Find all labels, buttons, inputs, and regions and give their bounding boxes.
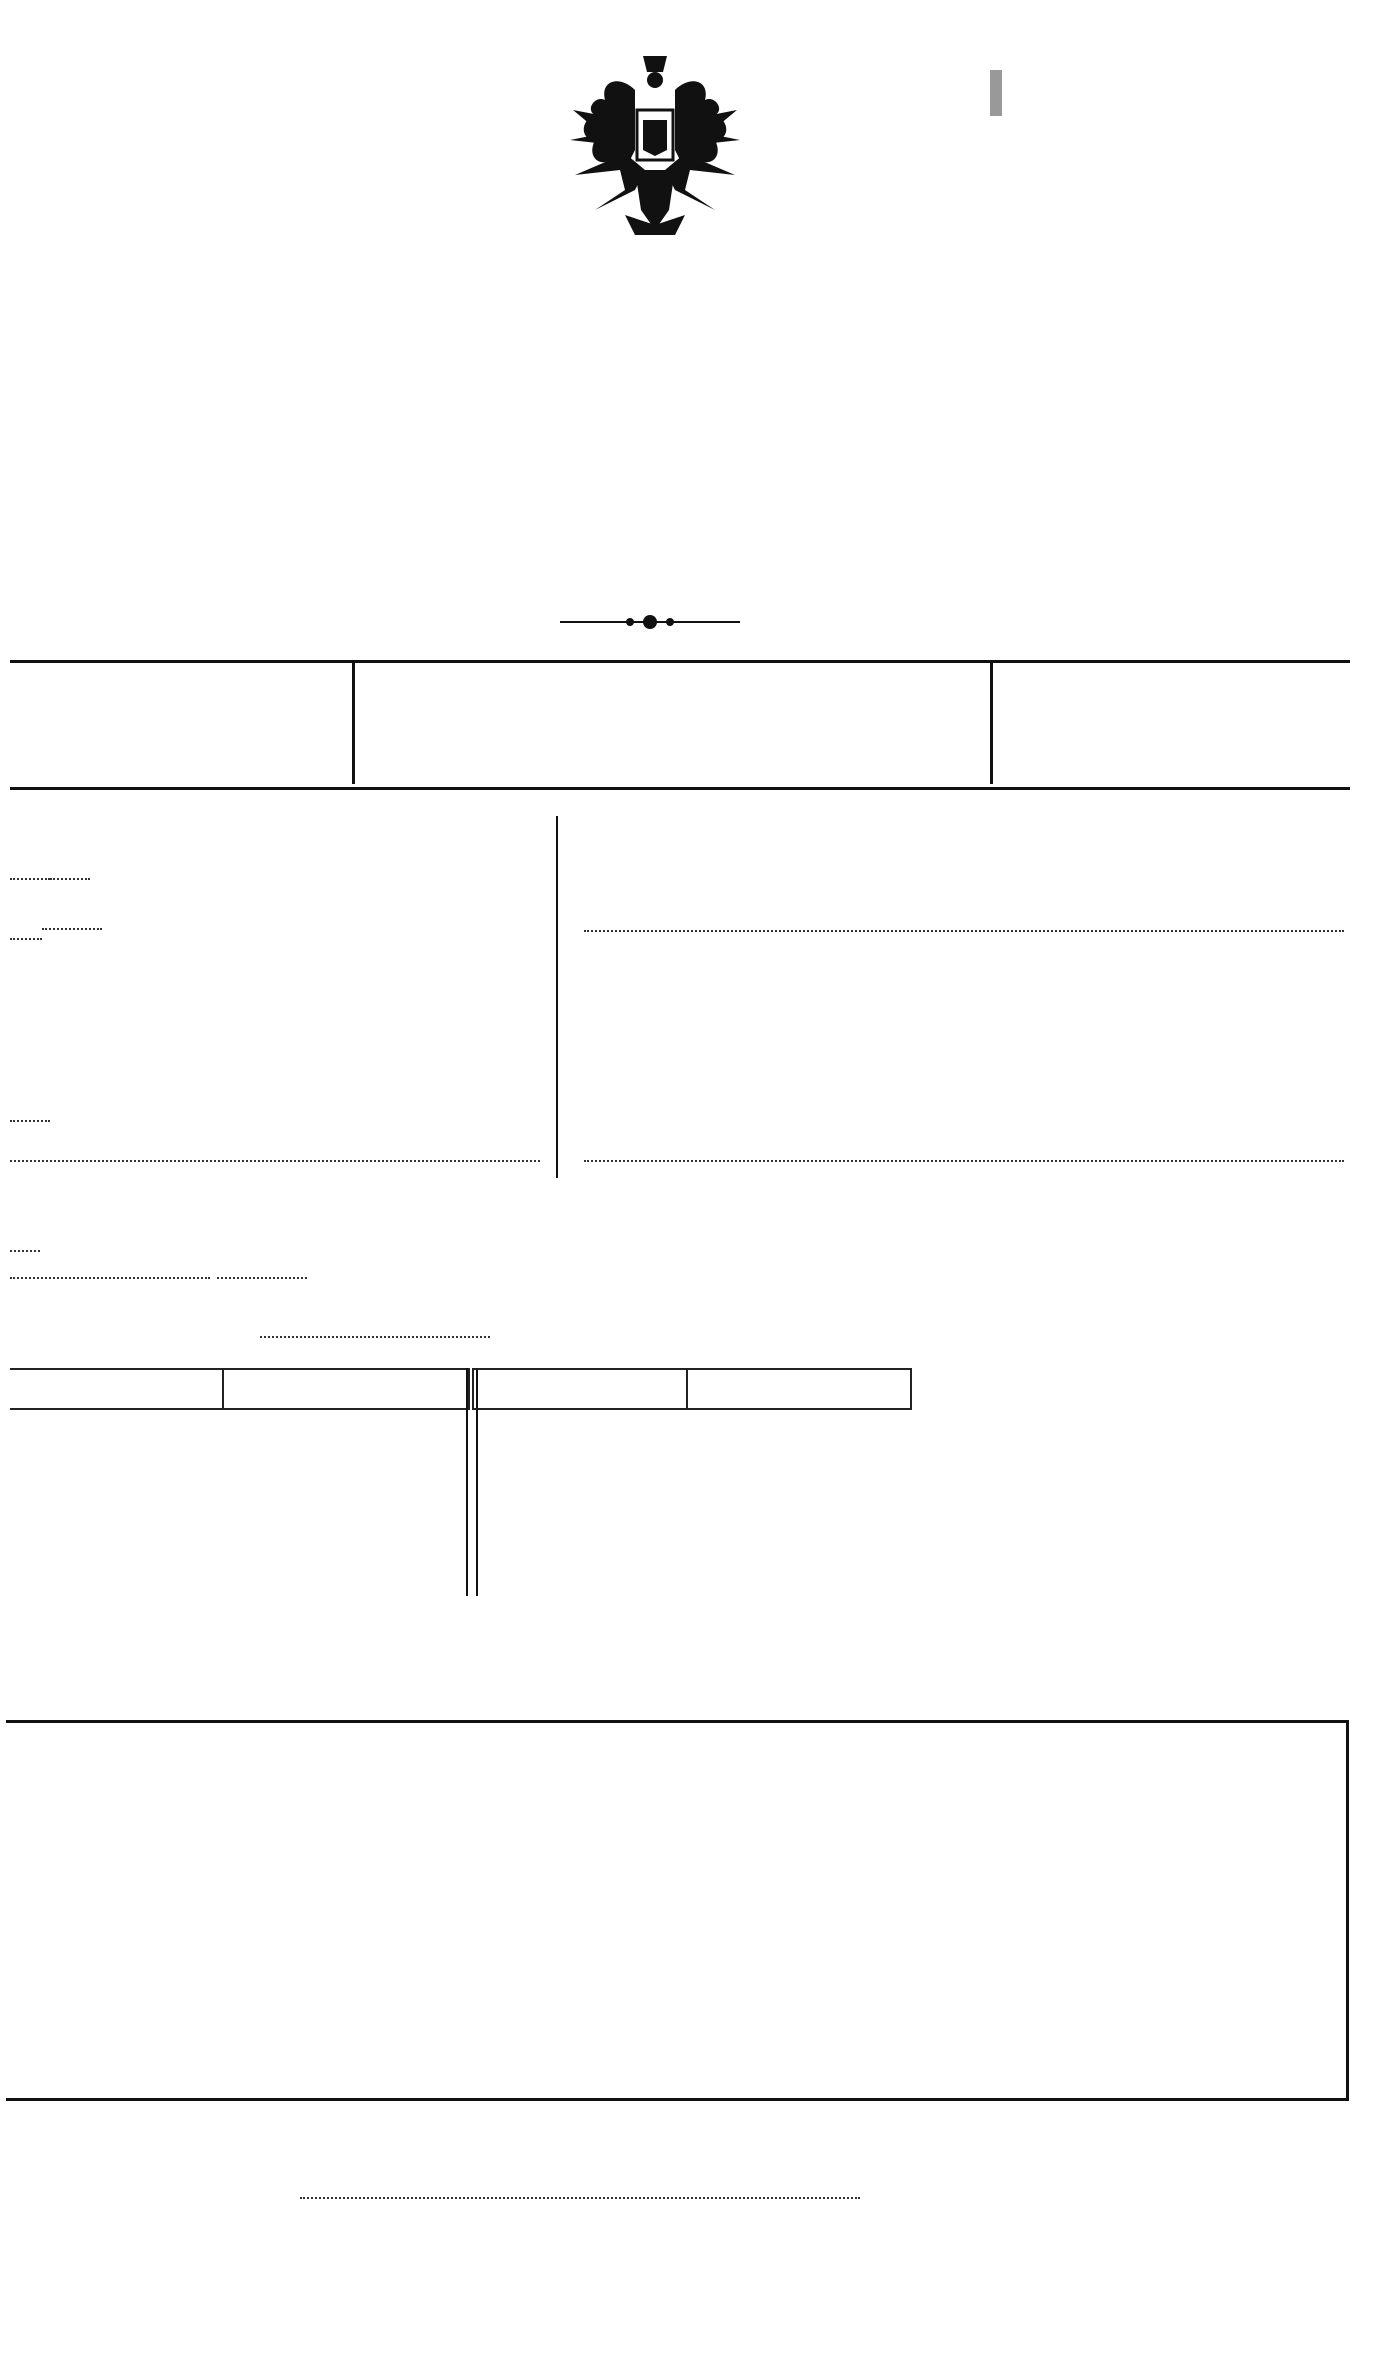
imperial-eagle-emblem bbox=[565, 50, 745, 240]
society-dots bbox=[584, 930, 1344, 932]
col-material-header bbox=[10, 1369, 223, 1409]
uchastok-value bbox=[10, 840, 50, 880]
col-material-header-right bbox=[473, 1369, 687, 1409]
region-divider-left bbox=[352, 660, 355, 784]
signature-value bbox=[300, 2197, 860, 2199]
region-row bbox=[10, 660, 1350, 790]
district-dots-left bbox=[10, 1160, 540, 1162]
volost-line bbox=[10, 1080, 530, 1120]
owner-line bbox=[10, 1204, 1350, 1250]
uchastok-line bbox=[10, 840, 530, 878]
police-value bbox=[42, 928, 102, 930]
sheet-number-block bbox=[990, 60, 1002, 118]
buildings-value bbox=[260, 1336, 490, 1338]
sheet-number bbox=[990, 70, 1002, 116]
count-table bbox=[6, 1720, 1349, 2101]
rent-value bbox=[217, 1277, 307, 1279]
schetny-value bbox=[50, 840, 90, 880]
district-divider bbox=[556, 816, 558, 1178]
volost-value bbox=[10, 1080, 50, 1122]
own-line bbox=[10, 1260, 1350, 1284]
stan-line bbox=[10, 900, 530, 938]
selo-dots bbox=[584, 1160, 1344, 1162]
signature-line bbox=[300, 2180, 860, 2205]
col-roof-header-right bbox=[687, 1369, 911, 1409]
buildings-table-right bbox=[472, 1368, 912, 1410]
stan-value bbox=[10, 900, 42, 940]
own-value bbox=[10, 1277, 210, 1279]
col-roof-header bbox=[223, 1369, 469, 1409]
ornament-divider bbox=[560, 610, 740, 634]
buildings-table-left bbox=[10, 1368, 470, 1410]
region-divider-right bbox=[990, 660, 993, 784]
buildings-line bbox=[260, 1316, 490, 1344]
owner-name-value bbox=[10, 1204, 40, 1252]
